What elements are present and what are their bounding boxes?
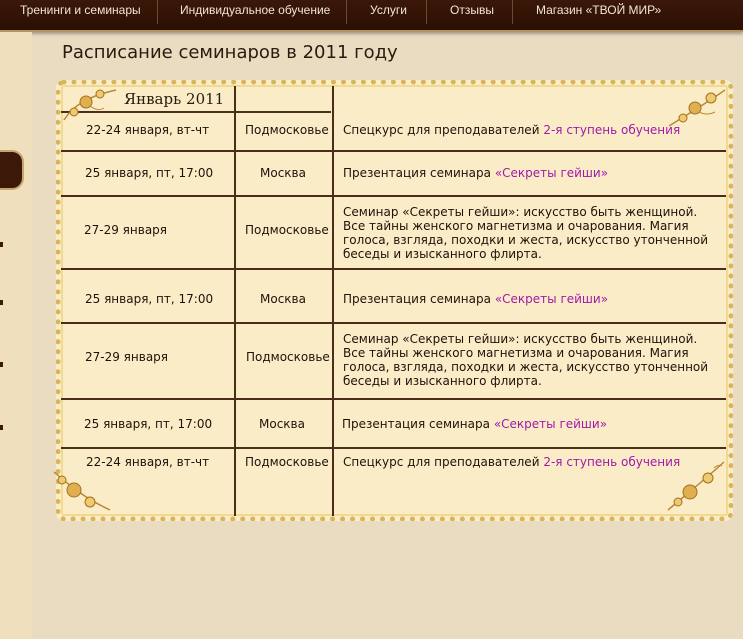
row-description [342,417,607,431]
row-link[interactable]: «Секреты гейши» [494,292,609,306]
row-divider [61,322,726,324]
row-date: 25 января, пт, 17:00 [85,166,214,180]
row-text-line: Все тайны женского магнетизма и очарования. Магия [343,219,689,233]
nav-item-trainings[interactable]: Тренинги и семинары [20,3,141,17]
nav-item-reviews[interactable]: Отзывы [450,3,494,17]
row-text-line: беседы и изысканного флирта. [343,247,542,261]
gold-flower-ornament-icon [662,458,728,514]
nav-item-services[interactable]: Услуги [370,3,407,17]
row-link[interactable]: «Секреты гейши» [494,166,609,180]
row-text-line: Семинар «Секреты гейши»: искусство быть женщиной. [343,205,698,219]
nav-separator [512,0,513,24]
row-date: 25 января, пт, 17:00 [85,292,214,306]
nav-item-shop[interactable]: Магазин «ТВОЙ МИР» [536,3,662,17]
row-divider [61,447,726,449]
row-description [343,205,718,261]
sidebar-marker [0,242,3,247]
month-heading: Январь 2011 [124,90,225,108]
nav-separator [346,0,347,24]
row-place: Подмосковье [245,123,329,137]
row-date: 22-24 января, вт-чт [86,123,210,137]
row-place: Москва [260,292,306,306]
row-text-line: голоса, взгляда, походки и жеста, искусство утонченной [343,360,709,374]
row-description [343,332,718,388]
row-text-line: Семинар «Секреты гейши»: искусство быть женщиной. [343,332,698,346]
row-divider [61,150,726,152]
row-place: Подмосковье [246,350,330,364]
row-date: 27-29 января [84,223,168,237]
sidebar-marker [0,362,3,367]
row-text: Спецкурс для преподавателей [343,123,540,137]
page-title: Расписание семинаров в 2011 году [62,42,398,63]
gold-flower-ornament-icon [665,86,729,128]
sidebar-marker [0,425,3,430]
row-place: Москва [259,417,305,431]
row-place: Москва [260,166,306,180]
row-description [343,292,608,306]
row-description [343,123,680,137]
row-text: Презентация семинара [343,292,491,306]
row-text-line: беседы и изысканного флирта. [343,374,542,388]
row-link[interactable]: «Секреты гейши» [493,417,608,431]
row-text-line: Все тайны женского магнетизма и очарования. Магия [343,346,689,360]
row-text: Презентация семинара [342,417,490,431]
nav-separator [426,0,427,24]
row-description [343,166,608,180]
gold-flower-ornament-icon [60,84,120,124]
row-place: Подмосковье [245,455,329,469]
sidebar-marker [0,300,3,305]
row-place: Подмосковье [245,223,329,237]
row-link[interactable]: 2-я ступень обучения [543,123,681,137]
row-date: 27-29 января [85,350,169,364]
gold-flower-ornament-icon [50,468,114,514]
row-date: 22-24 января, вт-чт [86,455,210,469]
row-text: Спецкурс для преподавателей [343,455,540,469]
nav-separator [157,0,158,24]
row-divider [61,398,726,400]
top-nav [0,0,743,32]
nav-item-individual[interactable]: Индивидуальное обучение [180,3,331,17]
row-text: Презентация семинара [343,166,491,180]
left-sidebar-button[interactable] [0,150,24,190]
sidebar-marker [0,182,3,187]
left-sidebar-strip [0,32,32,639]
row-date: 25 января, пт, 17:00 [84,417,213,431]
row-description [343,455,680,469]
row-link[interactable]: 2-я ступень обучения [543,455,681,469]
row-divider [61,195,726,197]
row-divider [61,268,726,270]
row-text-line: голоса, взгляда, походки и жеста, искусство утонченной [343,233,709,247]
